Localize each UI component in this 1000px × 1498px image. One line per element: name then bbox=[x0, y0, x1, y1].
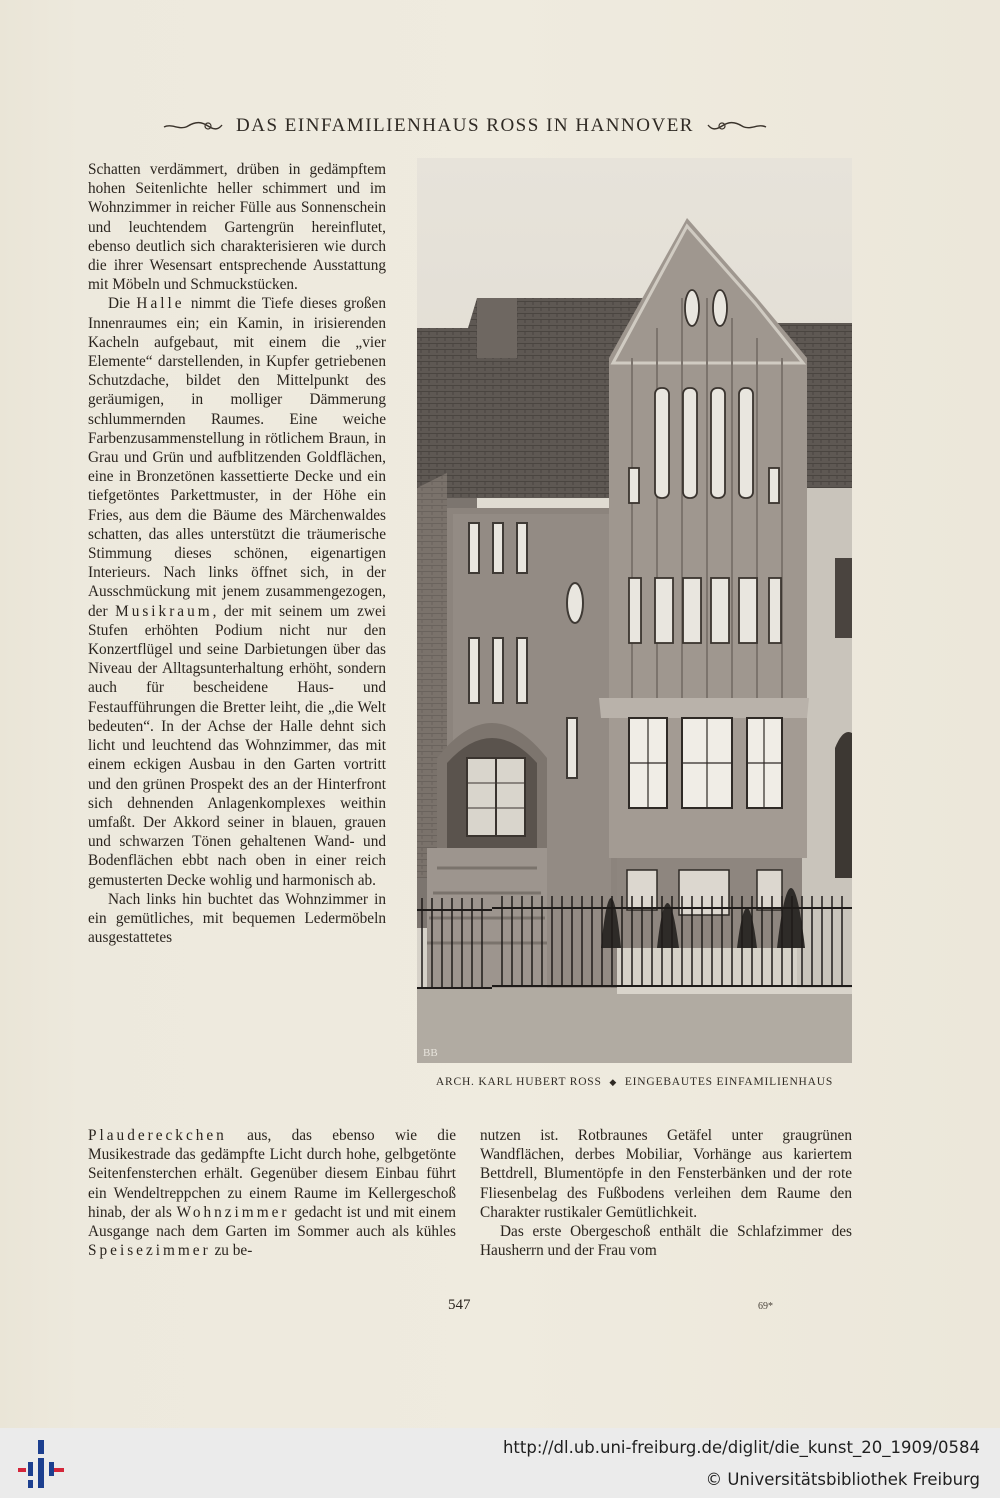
house-photograph bbox=[417, 158, 852, 1063]
copyright-notice: © Universitätsbibliothek Freiburg bbox=[705, 1470, 980, 1489]
library-logo-icon bbox=[18, 1438, 64, 1490]
left-ornament-icon bbox=[162, 119, 224, 133]
paragraph: Die Halle nimmt die Tiefe dieses großen Innenraumes ein; ein Kamin, in irisierenden Kacheln aufgebaut, mit einem die „vier Elemente“ darstellenden, in Kupfer getriebenen Schutzdache, bildet den Mittelpunkt des geräumigen, in molliger Dämmerung schlummernden Raumes. Eine weiche Farbenzusammenstellung in rötlichem Braun, in Grau und Grün und aufblitzenden Goldflächen, eine in Bronzetönen kassettierte Decke und ein tiefgetöntes Parkettmuster, in der Höhe ein Fries, aus dem die Bäume des Märchenwaldes schatten, das alles unterstützt die träumerische Stimmung dieses schönen, eigenartigen Interieurs. Nach links öffnet sich, in der Ausschmückung mit jenem zusammengezogen, der Musikraum, der mit seinem um zwei Stufen erhöhten Podium nicht nur den Konzertflügel und seine Darbietungen über das Niveau der Alltagsunterhaltung erhöht, sondern auch für bescheidene Haus- und Festaufführungen die Bretter leiht, die „die Welt bedeuten“. In der Achse der Halle dehnt sich licht und leuchtend das Wohnzimmer, das mit einem eckigen Ausbau in den Garten vortritt und den grünen Prospekt des an der Hinterfront sich dehnenden Anlagenkomplexes weithin umfaßt. Der Akkord seiner in blauen, grauen und schwarzen Tönen gehaltenen Wand- und Bodenflächen ebbt nach oben in einer reich gemusterten Decke wohlig und harmonisch ab. bbox=[88, 295, 386, 889]
bottom-right-text-column bbox=[480, 1126, 852, 1260]
running-header bbox=[140, 112, 790, 140]
figure-caption bbox=[417, 1076, 852, 1088]
left-text-column bbox=[88, 160, 386, 947]
page-number: 547 bbox=[448, 1297, 471, 1313]
paragraph: Nach links hin buchtet das Wohnzimmer in ein gemütliches, mit bequemen Ledermöbeln ausgestattetes bbox=[88, 890, 386, 947]
caption-separator-icon: ◆ bbox=[609, 1077, 618, 1087]
house-illustration bbox=[417, 158, 852, 1063]
paragraph: Schatten verdämmert, drüben in gedämpftem hohen Seitenlichte heller schimmert und im Wohnzimmer in reicher Fülle aus Sonnenschein und leuchtendem Gartengrün hereinflutet, ebenso deutlich sich charakterisieren wie durch die ihrer Wesensart entsprechende Ausstattung mit Möbeln und Schmuckstücken. bbox=[88, 161, 386, 294]
viewer-footer bbox=[0, 1428, 1000, 1498]
right-ornament-icon bbox=[706, 119, 768, 133]
signature-mark: 69* bbox=[758, 1301, 773, 1312]
paragraph: nutzen ist. Rotbraunes Getäfel unter graugrünen Wandflächen, derbes Mobiliar, Vorhänge aus kariertem Bettdrell, Blumentöpfe in den Fensterbänken und der rote Fliesenbelag des Fußbodens verleihen dem Raume den Charakter rustikaler Gemütlichkeit. bbox=[480, 1127, 852, 1221]
permalink-url[interactable]: http://dl.ub.uni-freiburg.de/diglit/die_kunst_20_1909/0584 bbox=[502, 1438, 980, 1457]
caption-architect: ARCH. KARL HUBERT ROSS bbox=[435, 1076, 602, 1088]
bottom-left-text-column bbox=[88, 1126, 456, 1260]
paragraph: Plaudereckchen aus, das ebenso wie die Musikestrade das gedämpfte Licht durch hohe, gelbgetönte Seitenfensterchen erhält. Gegenüber diesem Einbau führt ein Wendeltreppchen zu einem Raume im Kellergeschoß hinab, der als Wohnzimmer gedacht ist und mit einem Ausgange nach dem Garten im Sommer auch als kühles Speisezimmer zu be- bbox=[88, 1127, 457, 1260]
header-title: DAS EINFAMILIENHAUS ROSS IN HANNOVER bbox=[236, 115, 694, 136]
paragraph: Das erste Obergeschoß enthält die Schlafzimmer des Hausherrn und der Frau vom bbox=[480, 1223, 852, 1260]
caption-subject: EINGEBAUTES EINFAMILIENHAUS bbox=[624, 1076, 834, 1088]
photo-monogram: BB bbox=[423, 1047, 438, 1059]
